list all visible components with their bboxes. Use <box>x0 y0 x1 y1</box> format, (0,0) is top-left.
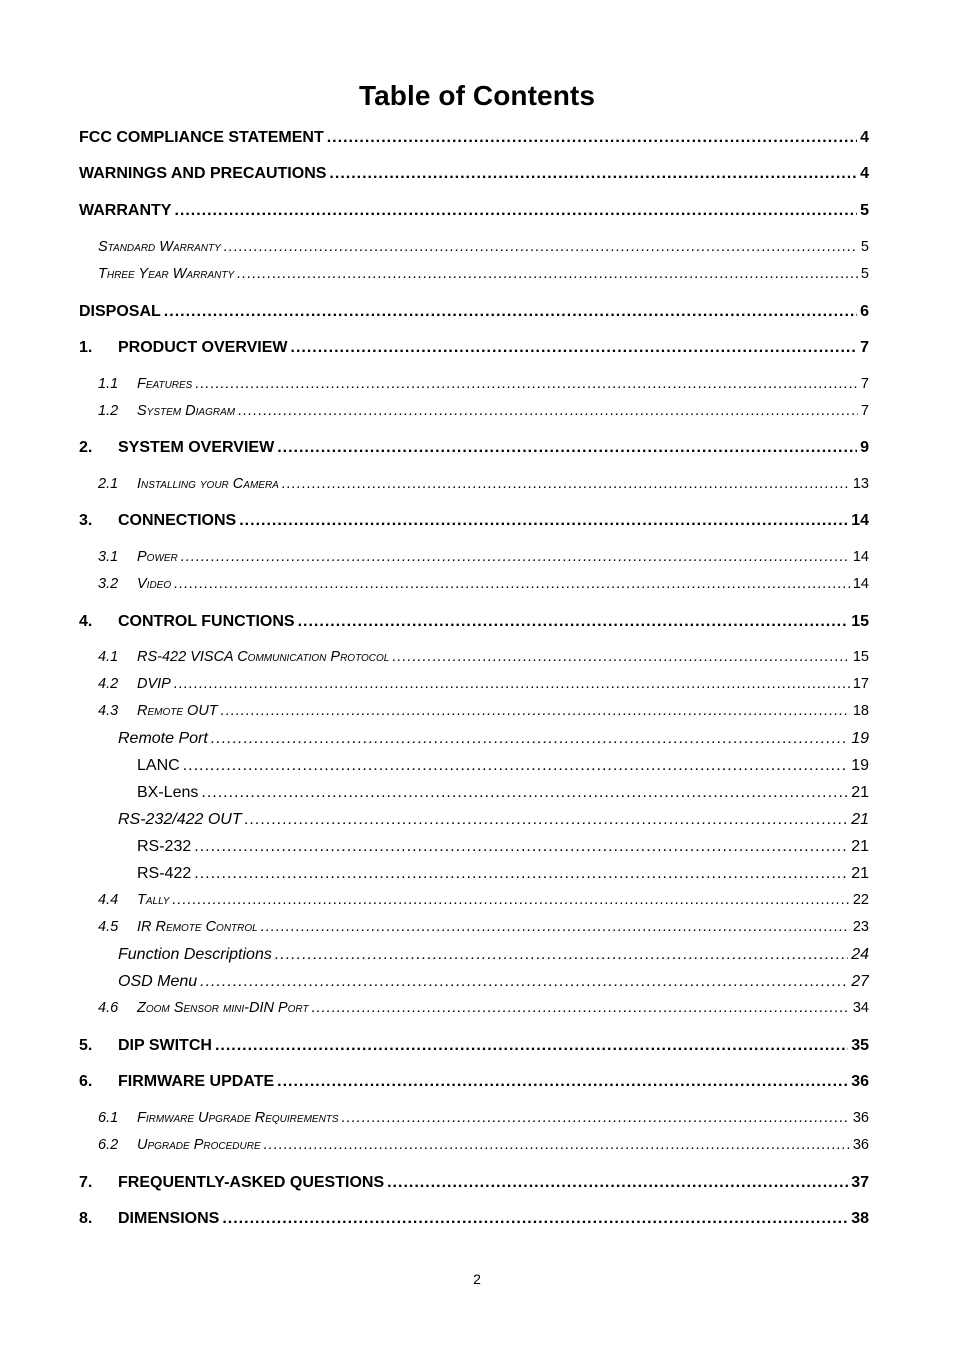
toc-entry[interactable] <box>137 865 869 887</box>
toc-entry[interactable] <box>79 1174 869 1196</box>
toc-entry-page: 14 <box>852 549 869 565</box>
toc-entry-page: 36 <box>852 1110 869 1126</box>
toc-leader-dots <box>327 129 857 147</box>
toc-leader-dots <box>387 1174 848 1192</box>
toc-entry[interactable] <box>118 811 869 833</box>
toc-entry-title: PRODUCT OVERVIEW <box>118 339 288 356</box>
toc-entry-page: 38 <box>851 1210 869 1227</box>
toc-leader-dots <box>215 1037 848 1055</box>
toc-leader-dots <box>275 946 848 964</box>
toc-entry-title: BX-Lens <box>137 784 199 801</box>
toc-leader-dots <box>183 757 849 775</box>
page-number: 2 <box>473 1271 481 1287</box>
toc-leader-dots <box>221 703 850 719</box>
toc-leader-dots <box>211 730 848 748</box>
toc-entry-title: Zoom Sensor mini-DIN Port <box>137 1000 309 1016</box>
toc-leader-dots <box>312 1000 850 1016</box>
toc-entry-page: 27 <box>851 973 869 990</box>
toc-entry[interactable] <box>79 892 869 914</box>
toc-entry-number: 1.2 <box>98 403 119 419</box>
toc-leader-dots <box>237 266 858 282</box>
toc-entry-number: 4.2 <box>98 676 119 692</box>
toc-leader-dots <box>174 576 850 592</box>
toc-entry-number: 6.1 <box>98 1110 119 1126</box>
toc-entry-page: 9 <box>860 439 869 456</box>
toc-entry-page: 14 <box>852 576 869 592</box>
toc-entry[interactable] <box>79 1073 869 1095</box>
toc-entry-title: Features <box>137 376 193 392</box>
toc-entry[interactable] <box>79 1210 869 1232</box>
toc-leader-dots <box>277 439 857 457</box>
toc-entry-page: 5 <box>860 202 869 219</box>
toc-entry-number: 2.1 <box>98 476 119 492</box>
toc-entry-title: Video <box>137 576 172 592</box>
toc-entry-title: DISPOSAL <box>79 303 161 320</box>
toc-leader-dots <box>195 376 858 392</box>
toc-entry-page: 7 <box>860 376 869 392</box>
toc-entry-title: FCC COMPLIANCE STATEMENT <box>79 129 324 146</box>
toc-leader-dots <box>224 239 858 255</box>
toc-entry-title: System Diagram <box>137 403 236 419</box>
toc-entry[interactable] <box>98 239 869 261</box>
toc-entry[interactable] <box>79 376 869 398</box>
toc-entry-number: 6. <box>79 1073 93 1090</box>
toc-entry-number: 3. <box>79 512 93 529</box>
toc-entry-title: Firmware Upgrade Requirements <box>137 1110 339 1126</box>
toc-entry-page: 19 <box>851 757 869 774</box>
toc-entry-number: 1.1 <box>98 376 119 392</box>
toc-entry-number: 4.5 <box>98 919 119 935</box>
toc-entry-page: 34 <box>852 1000 869 1016</box>
toc-entry-page: 36 <box>852 1137 869 1153</box>
toc-entry[interactable] <box>79 165 869 187</box>
toc-entry-page: 21 <box>851 784 869 801</box>
toc-entry[interactable] <box>79 1137 869 1159</box>
toc-entry-title: RS-232/422 OUT <box>118 811 242 828</box>
toc-leader-dots <box>245 811 849 829</box>
toc-entry-page: 17 <box>852 676 869 692</box>
toc-entry-number: 3.1 <box>98 549 119 565</box>
toc-entry-number: 6.2 <box>98 1137 119 1153</box>
toc-entry[interactable] <box>79 339 869 361</box>
toc-entry-title: Remote OUT <box>137 703 218 719</box>
toc-entry-title: CONTROL FUNCTIONS <box>118 613 295 630</box>
toc-entry-page: 21 <box>851 865 869 882</box>
toc-entry-title: IR Remote Control <box>137 919 258 935</box>
toc-entry-title: Power <box>137 549 178 565</box>
toc-entry[interactable] <box>118 730 869 752</box>
toc-leader-dots <box>222 1210 848 1228</box>
toc-entry-number: 4.1 <box>98 649 119 665</box>
toc-leader-dots <box>282 476 850 492</box>
toc-entry-title: Tally <box>137 892 170 908</box>
toc-entry[interactable] <box>137 784 869 806</box>
toc-entry-page: 19 <box>851 730 869 747</box>
toc-entry-page: 13 <box>852 476 869 492</box>
toc-entry-title: WARNINGS AND PRECAUTIONS <box>79 165 327 182</box>
toc-leader-dots <box>194 838 848 856</box>
toc-entry-number: 7. <box>79 1174 93 1191</box>
toc-leader-dots <box>291 339 858 357</box>
toc-entry-page: 6 <box>860 303 869 320</box>
toc-leader-dots <box>239 512 848 530</box>
page-title: Table of Contents <box>358 80 596 111</box>
toc-entry[interactable] <box>79 576 869 598</box>
toc-entry-number: 8. <box>79 1210 93 1227</box>
toc-entry-page: 15 <box>851 613 869 630</box>
toc-entry-page: 22 <box>852 892 869 908</box>
toc-entry-number: 2. <box>79 439 93 456</box>
toc-entry-number: 4.4 <box>98 892 119 908</box>
toc-leader-dots <box>264 1137 850 1153</box>
toc-leader-dots <box>238 403 858 419</box>
toc-entry-title: Remote Port <box>118 730 208 747</box>
toc-entry[interactable] <box>79 129 869 151</box>
toc-entry[interactable] <box>79 703 869 725</box>
toc-entry-number: 1. <box>79 339 93 356</box>
toc-entry-page: 5 <box>860 239 869 255</box>
toc-entry-title: WARRANTY <box>79 202 172 219</box>
toc-entry-title: DIMENSIONS <box>118 1210 220 1227</box>
toc-entry-number: 4. <box>79 613 93 630</box>
toc-entry-page: 14 <box>851 512 869 529</box>
toc-entry-title: FIRMWARE UPDATE <box>118 1073 275 1090</box>
toc-leader-dots <box>194 865 848 883</box>
toc-entry-page: 21 <box>851 811 869 828</box>
toc-leader-dots <box>174 676 850 692</box>
toc-entry[interactable] <box>79 439 869 461</box>
toc-entry-page: 24 <box>851 946 869 963</box>
toc-entry-page: 37 <box>851 1174 869 1191</box>
toc-entry[interactable] <box>79 676 869 698</box>
toc-entry-title: CONNECTIONS <box>118 512 237 529</box>
toc-entry-title: Three Year Warranty <box>98 266 235 282</box>
toc-entry-page: 5 <box>860 266 869 282</box>
toc-entry-number: 4.3 <box>98 703 119 719</box>
toc-leader-dots <box>329 165 857 183</box>
toc-entry[interactable] <box>79 1110 869 1132</box>
toc-leader-dots <box>200 973 848 991</box>
toc-entry-title: Standard Warranty <box>98 239 221 255</box>
toc-entry[interactable] <box>79 202 869 224</box>
toc-entry[interactable] <box>137 757 869 779</box>
toc-entry-title: Upgrade Procedure <box>137 1137 261 1153</box>
toc-leader-dots <box>277 1073 848 1091</box>
toc-leader-dots <box>342 1110 850 1126</box>
toc-leader-dots <box>174 202 857 220</box>
toc-entry-number: 3.2 <box>98 576 119 592</box>
toc-entry-title: DIP SWITCH <box>118 1037 212 1054</box>
toc-entry-number: 4.6 <box>98 1000 119 1016</box>
toc-leader-dots <box>172 892 849 908</box>
toc-entry-title: RS-422 VISCA Communication Protocol <box>137 649 390 665</box>
toc-entry-title: LANC <box>137 757 180 774</box>
toc-entry-title: RS-232 <box>137 838 192 855</box>
toc-entry[interactable] <box>79 919 869 941</box>
toc-entry-page: 4 <box>860 165 869 182</box>
toc-leader-dots <box>298 613 849 631</box>
toc-entry-title: Installing your Camera <box>137 476 279 492</box>
toc-entry[interactable] <box>118 946 869 968</box>
toc-entry-title: FREQUENTLY-ASKED QUESTIONS <box>118 1174 385 1191</box>
toc-entry-page: 7 <box>860 339 869 356</box>
toc-entry[interactable] <box>79 649 869 671</box>
toc-leader-dots <box>261 919 850 935</box>
toc-entry[interactable] <box>137 838 869 860</box>
toc-entry[interactable] <box>79 303 869 325</box>
toc-entry-title: DVIP <box>137 676 171 692</box>
toc-entry[interactable] <box>79 1000 869 1022</box>
toc-leader-dots <box>201 784 848 802</box>
toc-entry-page: 21 <box>851 838 869 855</box>
toc-entry[interactable] <box>79 613 869 635</box>
toc-leader-dots <box>392 649 850 665</box>
toc-entry-page: 4 <box>860 129 869 146</box>
toc-entry[interactable] <box>98 266 869 288</box>
toc-entry-page: 15 <box>852 649 869 665</box>
toc-entry[interactable] <box>79 1037 869 1059</box>
toc-entry-page: 23 <box>852 919 869 935</box>
toc-entry[interactable] <box>79 476 869 498</box>
toc-entry-page: 36 <box>851 1073 869 1090</box>
toc-entry[interactable] <box>79 403 869 425</box>
toc-entry-title: RS-422 <box>137 865 192 882</box>
toc-entry[interactable] <box>118 973 869 995</box>
toc-leader-dots <box>164 303 857 321</box>
toc-entry-page: 18 <box>852 703 869 719</box>
toc-entry-title: OSD Menu <box>118 973 198 990</box>
toc-entry-page: 35 <box>851 1037 869 1054</box>
toc-entry-number: 5. <box>79 1037 93 1054</box>
toc-entry-title: Function Descriptions <box>118 946 272 963</box>
toc-entry[interactable] <box>79 512 869 534</box>
toc-entry-title: SYSTEM OVERVIEW <box>118 439 275 456</box>
toc-entry-page: 7 <box>860 403 869 419</box>
toc-entry[interactable] <box>79 549 869 571</box>
toc-leader-dots <box>181 549 850 565</box>
